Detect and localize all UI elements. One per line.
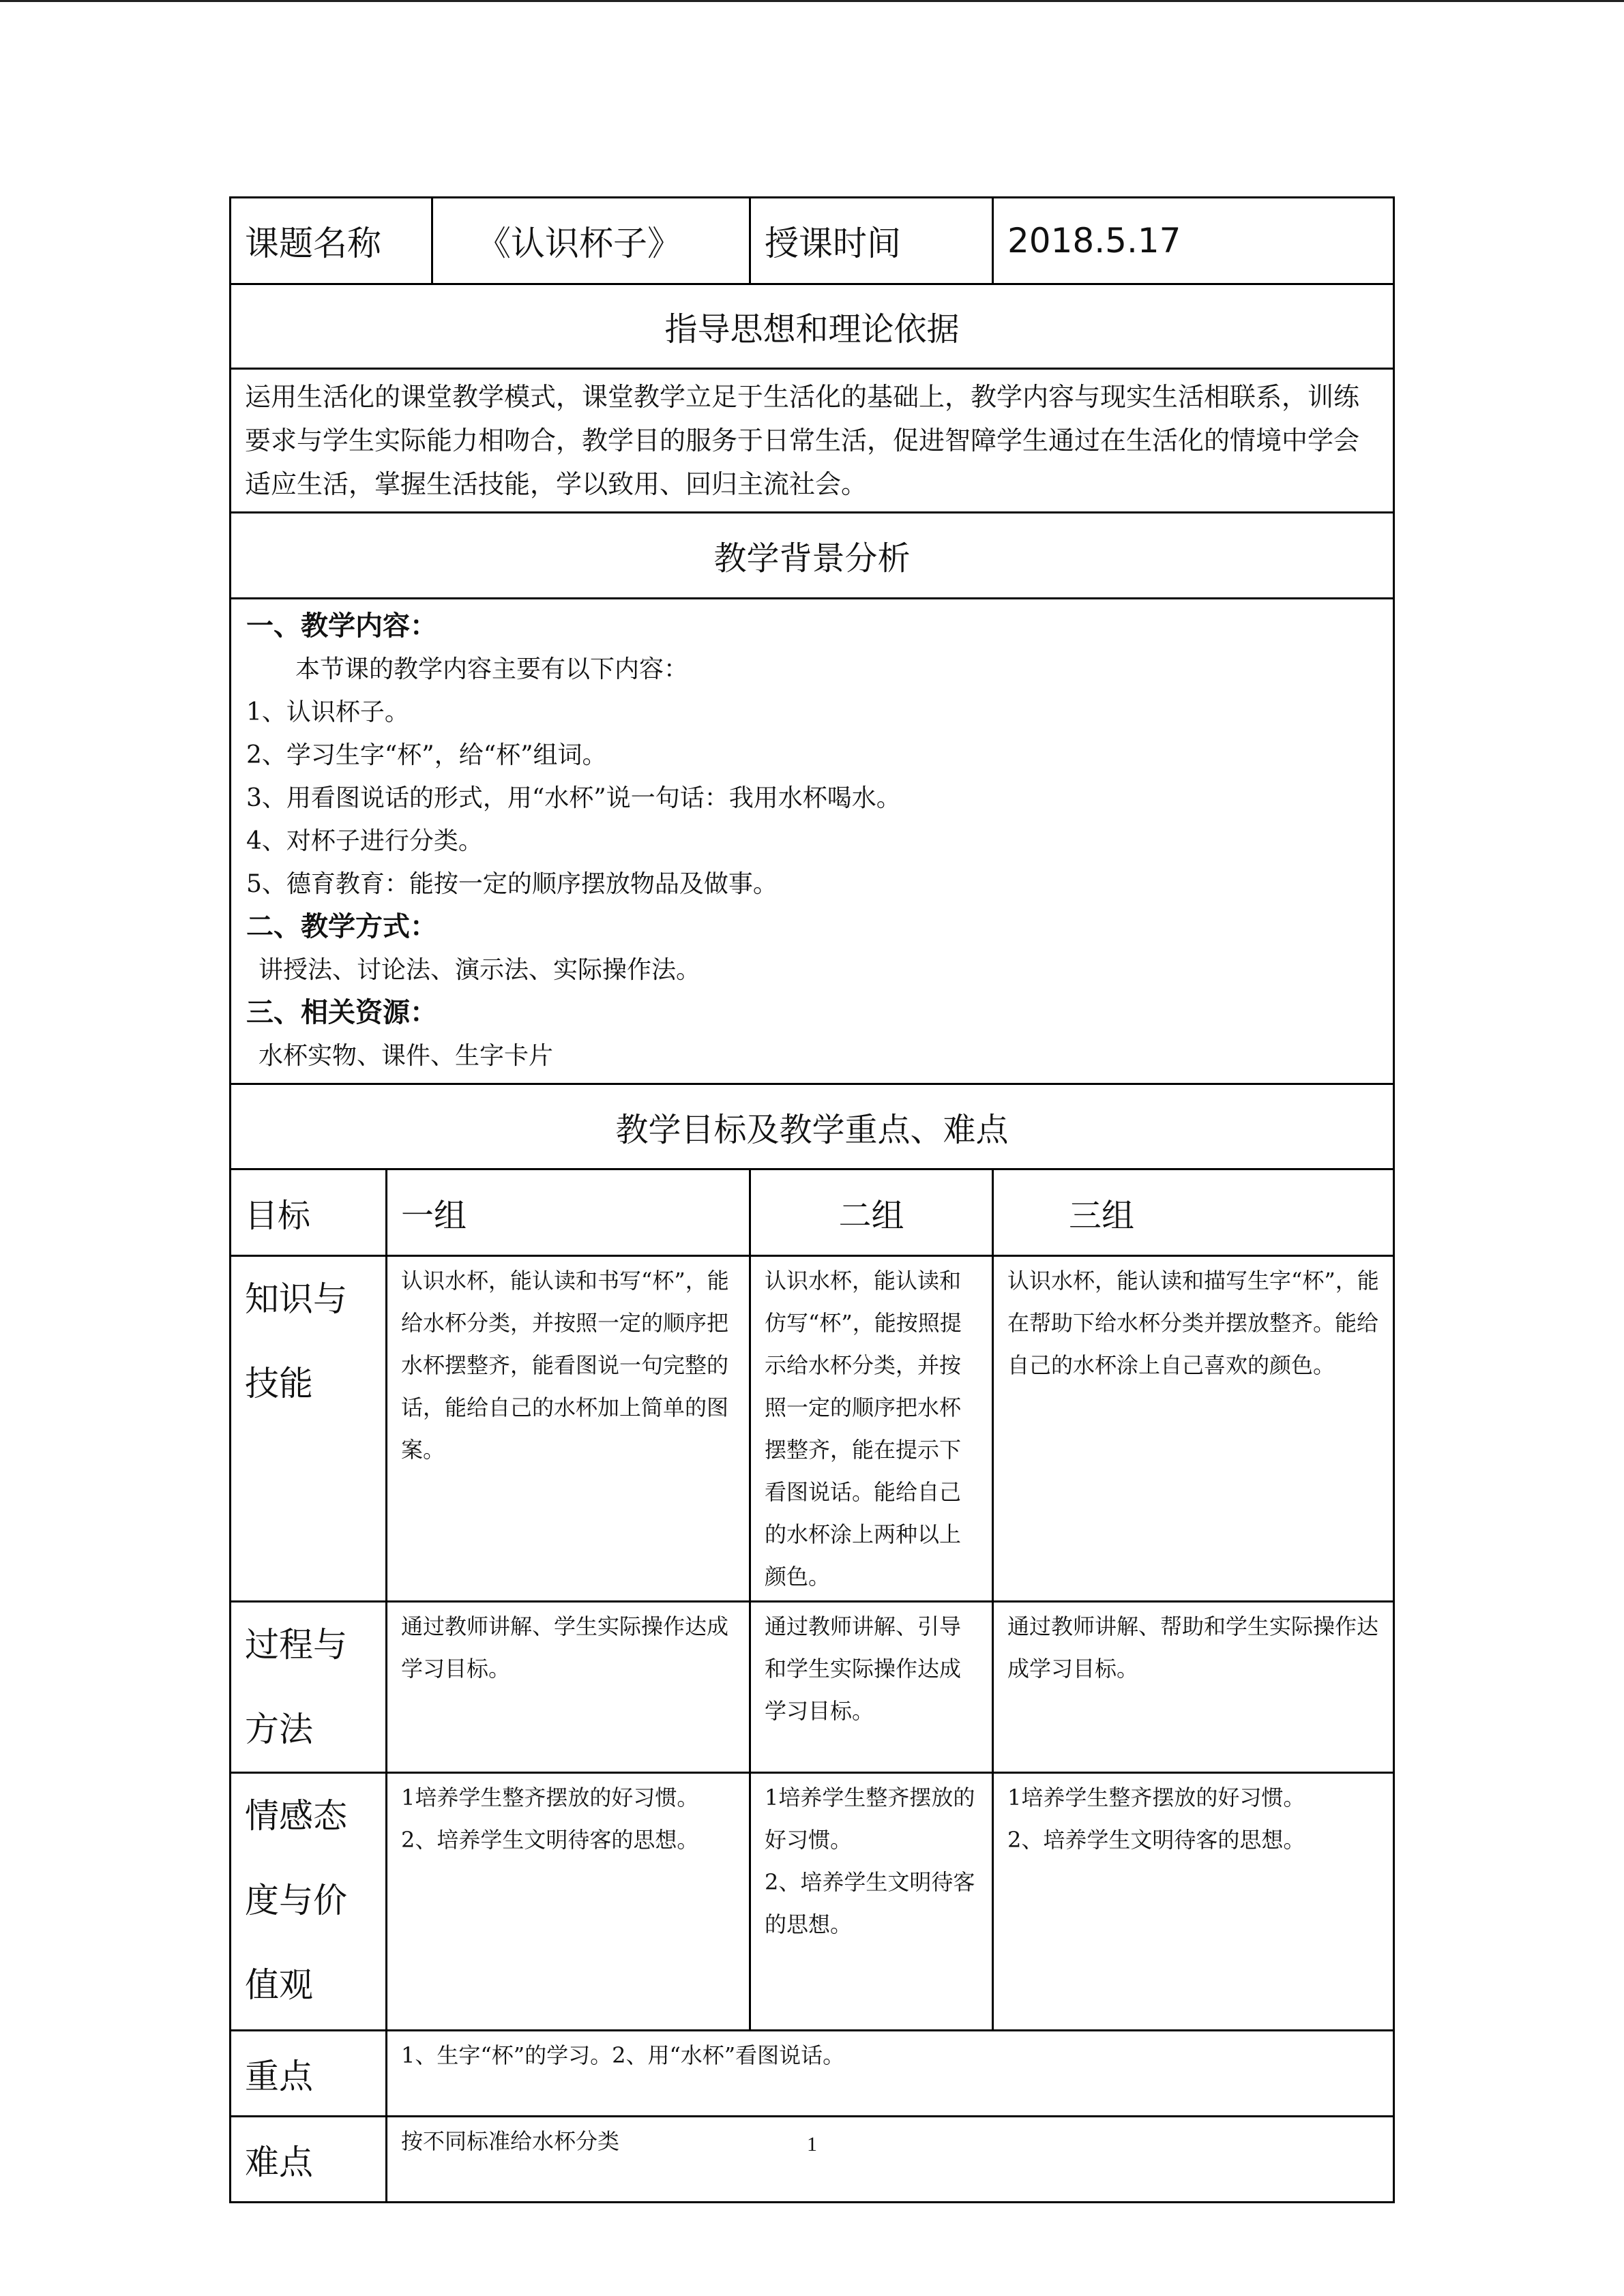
content-intro: 本节课的教学内容主要有以下内容： (295, 655, 689, 683)
title-value: 《认识杯子》 (432, 198, 750, 284)
col-target: 目标 (231, 1169, 387, 1256)
content-item: 5、德育教育：能按一定的顺序摆放物品及做事。 (246, 870, 778, 898)
objectives-column-headers (231, 1169, 1394, 1256)
col-group-2: 二组 (750, 1169, 993, 1256)
process-group-3: 通过教师讲解、帮助和学生实际操作达成学习目标。 (993, 1602, 1394, 1773)
process-group-2: 通过教师讲解、引导和学生实际操作达成学习目标。 (750, 1602, 993, 1773)
method-text: 讲授法、讨论法、演示法、实际操作法。 (259, 956, 701, 984)
content-item: 3、用看图说话的形式，用“水杯”说一句话：我用水杯喝水。 (246, 784, 901, 812)
row-label-attitude: 情感态 度与价 值观 (231, 1773, 387, 2031)
header-row (231, 198, 1394, 284)
guidance-heading: 指导思想和理论依据 (231, 284, 1394, 369)
content-item: 4、对杯子进行分类。 (246, 827, 483, 855)
table-row (231, 1602, 1394, 1773)
title-label: 课题名称 (231, 198, 432, 284)
table-row (231, 1256, 1394, 1602)
background-content (231, 599, 1394, 1084)
resource-heading: 三、相关资源： (246, 997, 437, 1028)
guidance-text: 运用生活化的课堂教学模式，课堂教学立足于生活化的基础上，教学内容与现实生活相联系，训练要求与学生实际能力相吻合，教学目的服务于日常生活，促进智障学生通过在生活化的情境中学会适应生活，掌握生活技能，学以致用、回归主流社会。 (231, 369, 1394, 513)
content-item: 2、学习生字“杯”，给“杯”组词。 (246, 741, 607, 769)
difficulty-text: 按不同标准给水杯分类 (387, 2117, 1394, 2203)
page-number: 1 (807, 2133, 817, 2156)
time-label: 授课时间 (750, 198, 993, 284)
resource-text: 水杯实物、课件、生字卡片 (259, 1042, 554, 1070)
attitude-group-1: 1培养学生整齐摆放的好习惯。 2、培养学生文明待客的思想。 (387, 1773, 750, 2031)
content-item: 1、认识杯子。 (246, 698, 409, 726)
knowledge-group-2: 认识水杯，能认读和仿写“杯”，能按照提示给水杯分类，并按照一定的顺序把水杯摆整齐，能在提示下看图说话。能给自己的水杯涂上两种以上颜色。 (750, 1256, 993, 1602)
key-text: 1、生字“杯”的学习。2、用“水杯”看图说话。 (387, 2031, 1394, 2117)
difficulty-label: 难点 (231, 2117, 387, 2203)
table-row (231, 2117, 1394, 2203)
knowledge-group-3: 认识水杯，能认读和描写生字“杯”，能在帮助下给水杯分类并摆放整齐。能给自己的水杯涂上自己喜欢的颜色。 (993, 1256, 1394, 1602)
knowledge-group-1: 认识水杯，能认读和书写“杯”，能给水杯分类，并按照一定的顺序把水杯摆整齐，能看图说一句完整的话，能给自己的水杯加上简单的图案。 (387, 1256, 750, 1602)
top-border-line (0, 0, 1624, 2)
col-group-3: 三组 (993, 1169, 1394, 1256)
attitude-group-3: 1培养学生整齐摆放的好习惯。 2、培养学生文明待客的思想。 (993, 1773, 1394, 2031)
row-label-knowledge: 知识与 技能 (231, 1256, 387, 1602)
row-label-process: 过程与 方法 (231, 1602, 387, 1773)
time-value: 2018.5.17 (993, 198, 1394, 284)
table-row (231, 2031, 1394, 2117)
objectives-heading: 教学目标及教学重点、难点 (231, 1084, 1394, 1169)
key-label: 重点 (231, 2031, 387, 2117)
table-row (231, 1773, 1394, 2031)
background-heading: 教学背景分析 (231, 513, 1394, 599)
attitude-group-2: 1培养学生整齐摆放的好习惯。 2、培养学生文明待客的思想。 (750, 1773, 993, 2031)
content-heading: 一、教学内容： (246, 610, 437, 642)
col-group-1: 一组 (387, 1169, 750, 1256)
method-heading: 二、教学方式： (246, 911, 437, 942)
lesson-plan-table (229, 196, 1395, 2203)
process-group-1: 通过教师讲解、学生实际操作达成学习目标。 (387, 1602, 750, 1773)
